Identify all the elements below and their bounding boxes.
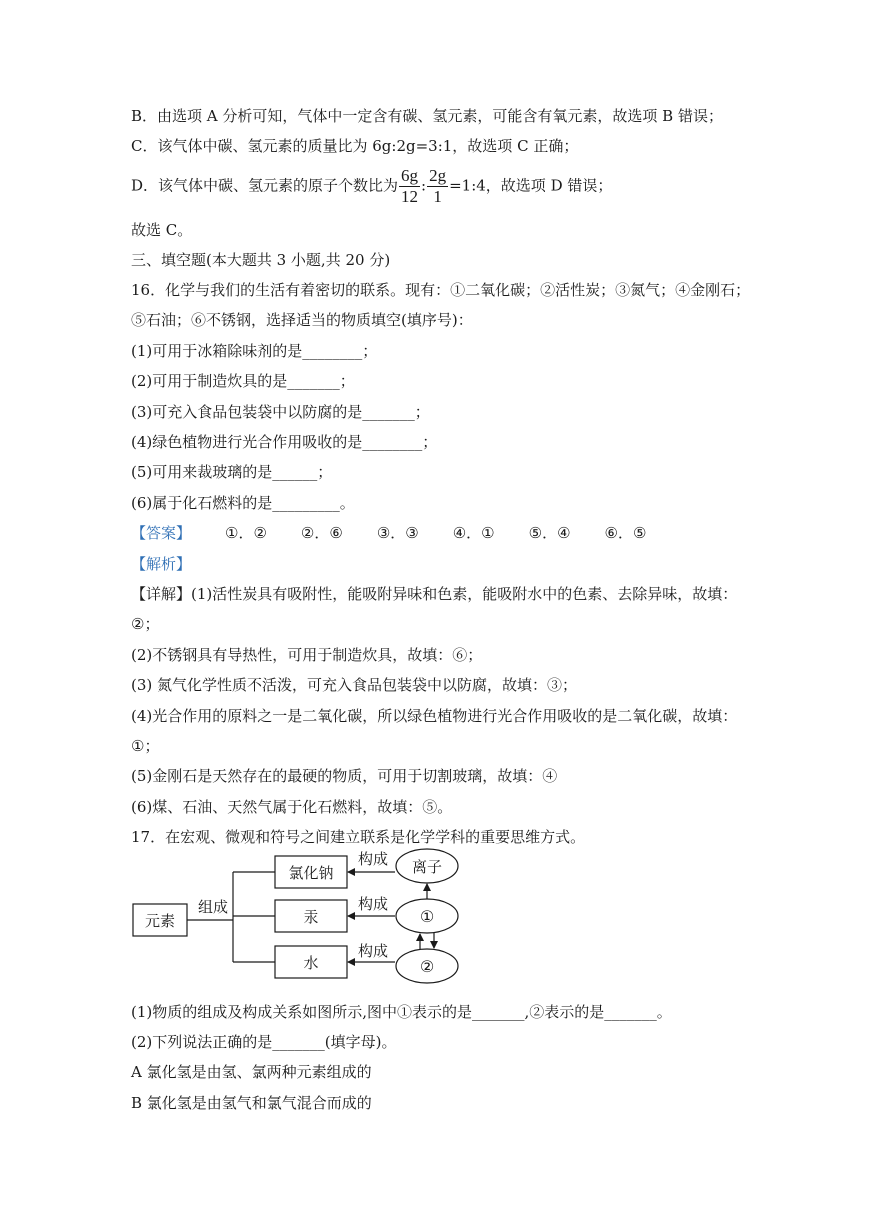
fraction-hydrogen: [427, 166, 448, 207]
substance-label: 水: [303, 954, 319, 972]
question-16-stem: 16．化学与我们的生活有着密切的联系。现有：①二氧化碳；②活性炭；③氮气；④金刚石；: [131, 281, 751, 299]
particle-label: 离子: [411, 858, 443, 876]
substance-label: 氯化钠: [288, 864, 334, 882]
question-16-part-5: (5)可用来裁玻璃的是______；: [131, 463, 333, 481]
answer-item: ②．⑥: [300, 524, 343, 542]
question-16-stem-cont: ⑤石油；⑥不锈钢，选择适当的物质填空(填序号)：: [131, 311, 473, 329]
constitute-label: 构成: [357, 850, 389, 868]
question-17-part-1: (1)物质的组成及构成关系如图所示,图中①表示的是_______,②表示的是_______。: [131, 1003, 672, 1021]
particle-label: ①: [419, 907, 435, 926]
substance-label: 汞: [303, 908, 319, 926]
detail-line-4: (4)光合作用的原料之一是二氧化碳，所以绿色植物进行光合作用吸收的是二氧化碳，故填：: [131, 707, 738, 725]
question-16-part-2: (2)可用于制造炊具的是_______；: [131, 372, 355, 390]
detail-line-2: (2)不锈钢具有导热性，可用于制造炊具，故填：⑥；: [131, 646, 483, 664]
question-16-part-3: (3)可充入食品包装袋中以防腐的是_______；: [131, 403, 430, 421]
question-16-part-4: (4)绿色植物进行光合作用吸收的是________；: [131, 433, 438, 451]
detail-line-3: (3) 氮气化学性质不活泼，可充入食品包装袋中以防腐，故填：③；: [131, 676, 578, 694]
answer-item: ④．①: [452, 524, 495, 542]
question-17-part-2: (2)下列说法正确的是_______(填字母)。: [131, 1033, 397, 1051]
section-heading: 三、填空题(本大题共 3 小题,共 20 分): [131, 251, 391, 269]
answer-label: 【答案】: [131, 524, 192, 542]
fraction-carbon-numerator: 6g: [401, 166, 419, 185]
composition-diagram: [131, 842, 471, 992]
option-d-text: D．该气体中碳、氢元素的原子个数比为: [131, 176, 399, 195]
fraction-hydrogen-numerator: 2g: [429, 166, 447, 185]
element-box-label: 元素: [144, 912, 176, 930]
particle-label: ②: [419, 957, 435, 976]
analysis-label: 【解析】: [131, 555, 192, 573]
option-d-result: =1:4，故选项 D 错误；: [449, 176, 613, 195]
answer-item: ⑤．④: [528, 524, 571, 542]
answer-line: [131, 523, 646, 543]
detail-line-4-cont: ①；: [131, 737, 160, 755]
answer-item: ③．③: [376, 524, 419, 542]
constitute-label: 构成: [357, 942, 389, 960]
detail-line-1-cont: ②；: [131, 615, 160, 633]
constitute-label: 构成: [357, 895, 389, 913]
question-16-part-6: (6)属于化石燃料的是_________。: [131, 494, 355, 512]
fraction-carbon: [399, 166, 420, 207]
question-16-part-1: (1)可用于冰箱除味剂的是________；: [131, 342, 378, 360]
detail-line-1: 【详解】(1)活性炭具有吸附性，能吸附异味和色素，能吸附水中的色素、去除异味，故填：: [131, 585, 738, 603]
option-b-line: B．由选项 A 分析可知，气体中一定含有碳、氢元素，可能含有氧元素，故选项 B 错误；: [131, 107, 723, 125]
answer-item: ⑥．⑤: [604, 524, 647, 542]
detail-line-5: (5)金刚石是天然存在的最硬的物质，可用于切割玻璃，故填：④: [131, 767, 558, 785]
detail-line-6: (6)煤、石油、天然气属于化石燃料，故填：⑤。: [131, 798, 453, 816]
question-17-option-b: B 氯化氢是由氢气和氯气混合而成的: [131, 1094, 372, 1112]
choice-line: 故选 C。: [131, 221, 193, 239]
ratio-colon: :: [421, 176, 427, 195]
option-c-line: C．该气体中碳、氢元素的质量比为 6g:2g=3:1，故选项 C 正确；: [131, 137, 579, 155]
fraction-hydrogen-denominator: 1: [433, 187, 442, 206]
answer-item: ①．②: [225, 524, 267, 542]
fraction-carbon-denominator: 12: [401, 187, 419, 206]
question-17-stem: 17．在宏观、微观和符号之间建立联系是化学学科的重要思维方式。: [131, 828, 586, 846]
option-d-line: [131, 166, 612, 207]
question-17-option-a: A 氯化氢是由氢、氯两种元素组成的: [131, 1063, 372, 1081]
compose-label: 组成: [197, 898, 229, 916]
